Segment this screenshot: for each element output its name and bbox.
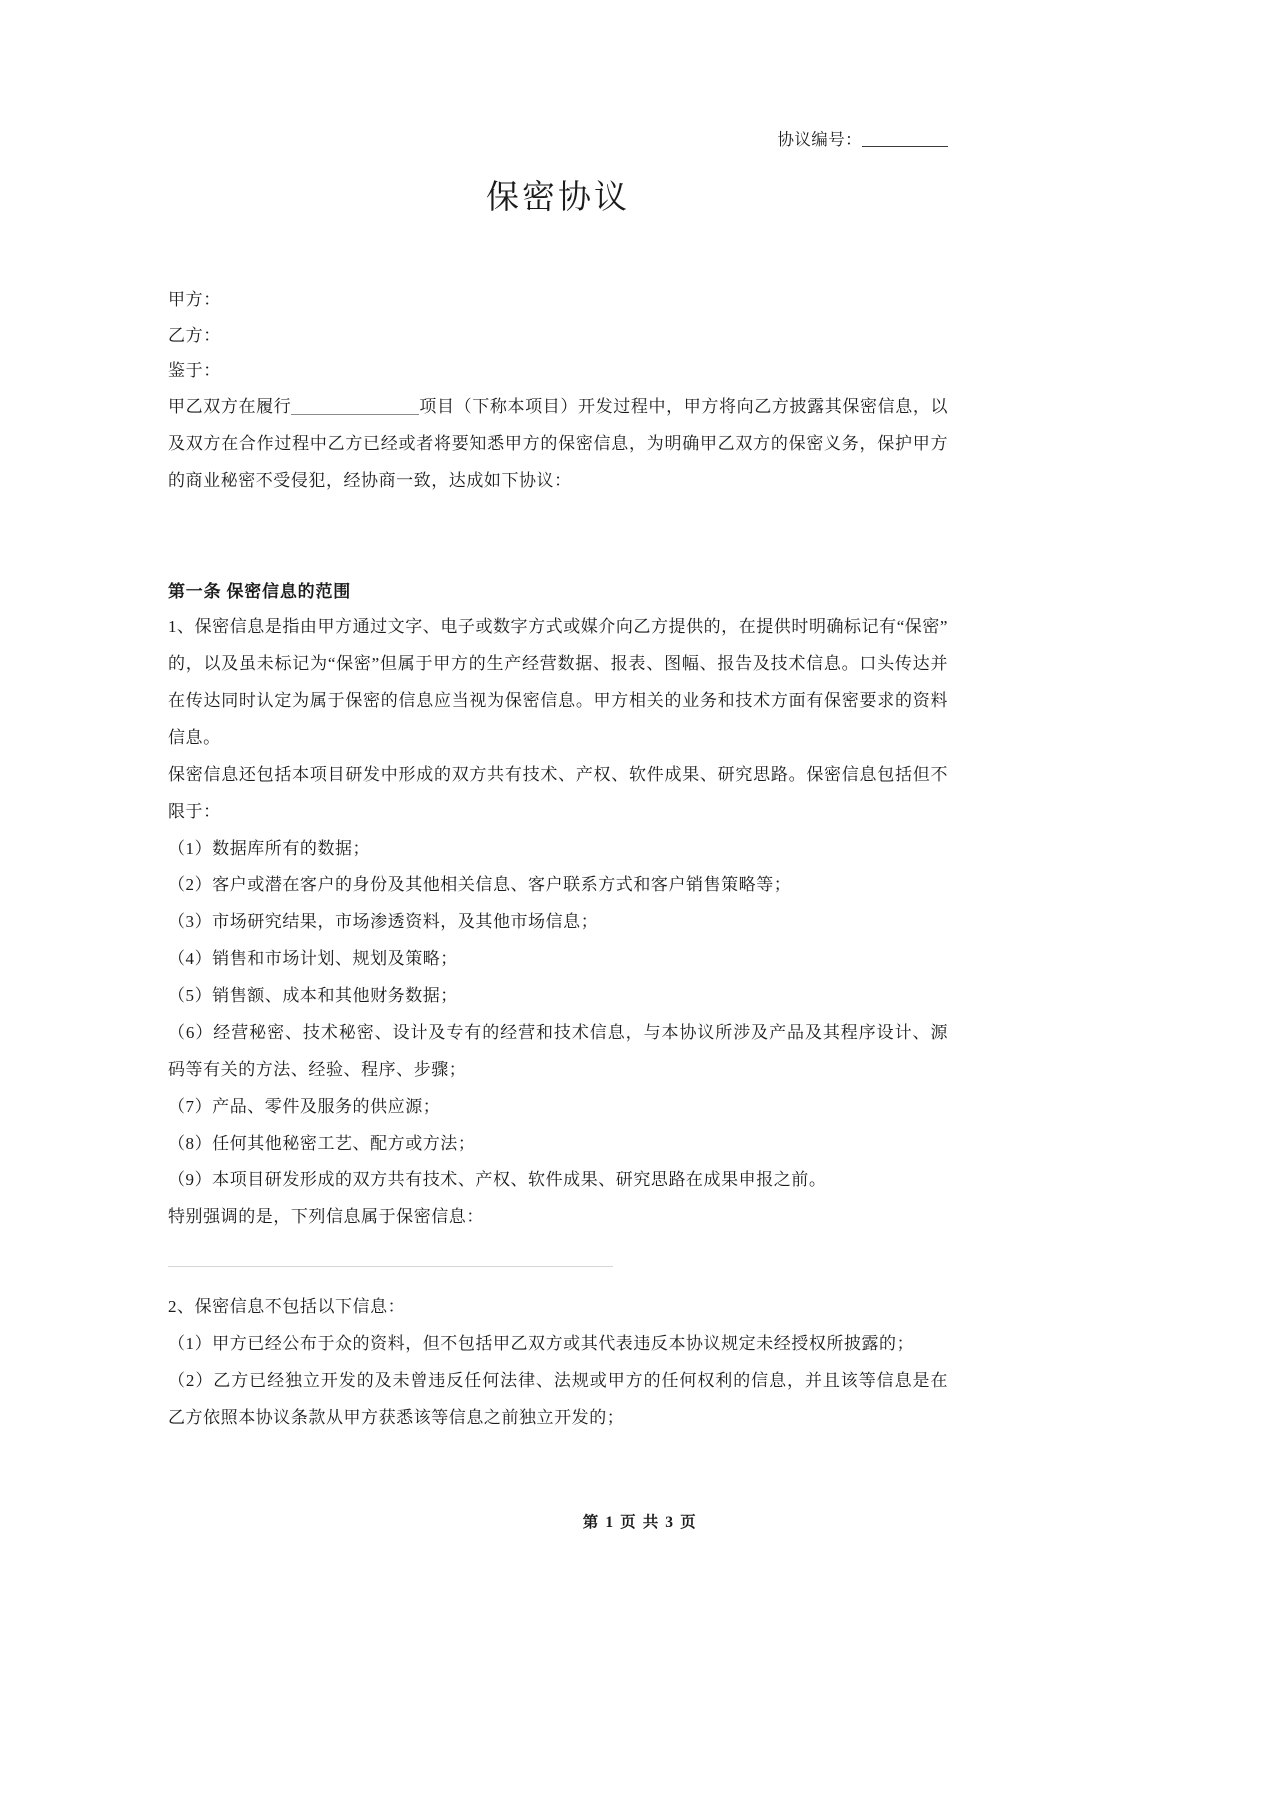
project-name-blank[interactable]: [291, 414, 419, 415]
list-item: （9）本项目研发形成的双方共有技术、产权、软件成果、研究思路在成果申报之前。: [168, 1170, 827, 1190]
preamble-after-blank: 项目（下称本项目）开发过程中，甲方将向乙方披露其保密信息，以及双方在合作过程中乙方已经或者将要知悉甲方的保密信息，为明确甲乙双方的保密义务，保护甲方的商业秘密不受侵犯，经协商一致，达成如下协议：: [168, 397, 948, 490]
agreement-number-row: [168, 128, 948, 151]
list-item: （6）经营秘密、技术秘密、设计及专有的经营和技术信息，与本协议所涉及产品及其程序设计、源码等有关的方法、经验、程序、步骤；: [168, 1022, 948, 1079]
list-item: （1）数据库所有的数据；: [168, 838, 371, 858]
article-one-clause-1: 1、保密信息是指由甲方通过文字、电子或数字方式或媒介向乙方提供的，在提供时明确标记有“保密”的，以及虽未标记为“保密”但属于甲方的生产经营数据、报表、图幅、报告及技术信息。口头传达并在传达同时认定为属于保密的信息应当视为保密信息。甲方相关的业务和技术方面有保密要求的资料信息。: [168, 617, 948, 747]
list-item: （1）甲方已经公布于众的资料，但不包括甲乙双方或其代表违反本协议规定未经授权所披露的；: [168, 1334, 915, 1354]
article-one-heading: 第一条 保密信息的范围: [168, 581, 352, 601]
section-divider: [168, 1266, 613, 1267]
section-spacer: [168, 500, 948, 574]
party-a-label: 甲方：: [168, 289, 221, 309]
list-item: （7）产品、零件及服务的供应源；: [168, 1096, 441, 1116]
page-title: 保密协议: [486, 180, 630, 217]
page-footer: 第 1 页 共 3 页: [582, 1514, 698, 1531]
party-a-line: [168, 282, 948, 318]
list-item: （2）客户或潜在客户的身份及其他相关信息、客户联系方式和客户销售策略等；: [168, 875, 792, 895]
preamble-paragraph: [168, 389, 948, 500]
article-one-clause-1-continued: 保密信息还包括本项目研发中形成的双方共有技术、产权、软件成果、研究思路。保密信息包括但不限于：: [168, 764, 948, 821]
whereas-line: [168, 353, 948, 389]
whereas-label: 鉴于：: [168, 361, 221, 381]
list-item: （4）销售和市场计划、规划及策略；: [168, 949, 458, 969]
parties-block: [168, 282, 948, 389]
party-b-label: 乙方：: [168, 325, 221, 345]
article-one-emphasis: 特别强调的是，下列信息属于保密信息：: [168, 1207, 484, 1227]
document-content: [168, 0, 948, 1437]
agreement-number-blank[interactable]: [862, 146, 948, 147]
list-item: （2）乙方已经独立开发的及未曾违反任何法律、法规或甲方的任何权利的信息，并且该等信息是在乙方依照本协议条款从甲方获悉该等信息之前独立开发的；: [168, 1370, 948, 1427]
party-b-line: [168, 318, 948, 354]
preamble-before-blank: 甲乙双方在履行: [168, 397, 292, 417]
article-one-clause-2: 2、保密信息不包括以下信息：: [168, 1297, 406, 1317]
list-item: （5）销售额、成本和其他财务数据；: [168, 986, 458, 1006]
list-item: （8）任何其他秘密工艺、配方或方法；: [168, 1133, 476, 1153]
list-item: （3）市场研究结果，市场渗透资料，及其他市场信息；: [168, 912, 599, 932]
agreement-number-label: 协议编号：: [777, 130, 862, 149]
